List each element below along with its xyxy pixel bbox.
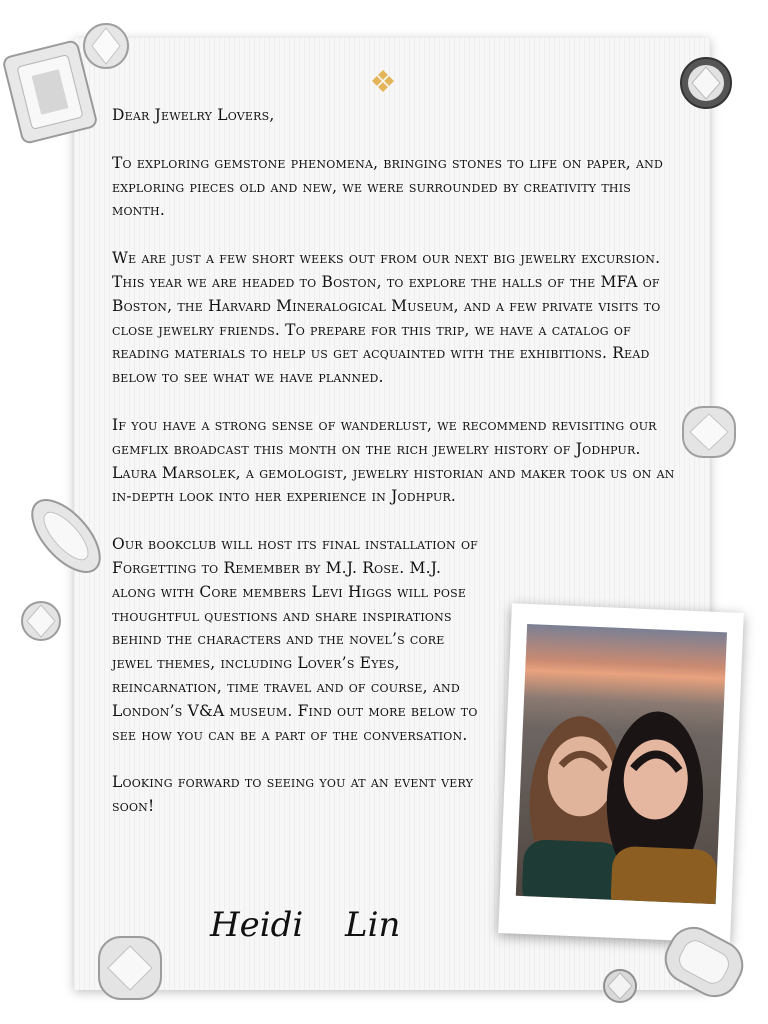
paragraph-1: To exploring gemstone phenomena, bringing stones to life on paper, and exploring pieces old and new, we were surrounded by creativity this month. — [112, 153, 663, 220]
signature-heidi: Heidi — [210, 905, 304, 945]
gem-icon — [680, 404, 738, 460]
greeting: Dear Jewelry Lovers, — [112, 106, 275, 124]
paragraph-2: We are just a few short weeks out from our next big jewelry excursion. This year we are headed to Boston, to explore the halls of the MFA of Boston, the Harvard Mineralogical Museum, and a few private visits to close jewelry friends. To prepare for this trip, we have a catalog of reading materials to help us get acquainted with the exhibitions. Read below to see what we have planned. — [112, 249, 661, 387]
gem-icon — [20, 600, 62, 642]
gem-icon — [82, 22, 130, 70]
paragraph-5: Looking forward to seeing you at an event very soon! — [112, 773, 474, 816]
gem-icon — [679, 56, 733, 110]
polaroid-photo-frame — [498, 603, 744, 942]
diamond-logo-icon — [371, 69, 395, 93]
gem-icon — [602, 968, 638, 1004]
signature-lin: Lin — [345, 905, 401, 945]
paragraph-3: If you have a strong sense of wanderlust, we recommend revisiting our gemflix broadcast this month on the rich jewelry history of Jodhpur. Laura Marsolek, a gemologist, jewelry historian and maker took us on an in-depth look into her experience in Jodhpur. — [112, 415, 675, 506]
paragraph-4: Our bookclub will host its final installation of Forgetting to Remember by M.J. Rose. M.J. along with Core members Levi Higgs will pose thoughtful questions and share inspirations behind the characters and the novel’s core jewel themes, including Lover’s Eyes, reincarnation, time travel and of course, and London’s V&A museum. Find out more below to see how you can be a part of the conversation. — [112, 535, 478, 744]
gem-icon — [96, 934, 164, 1002]
photo-two-women — [516, 624, 727, 904]
